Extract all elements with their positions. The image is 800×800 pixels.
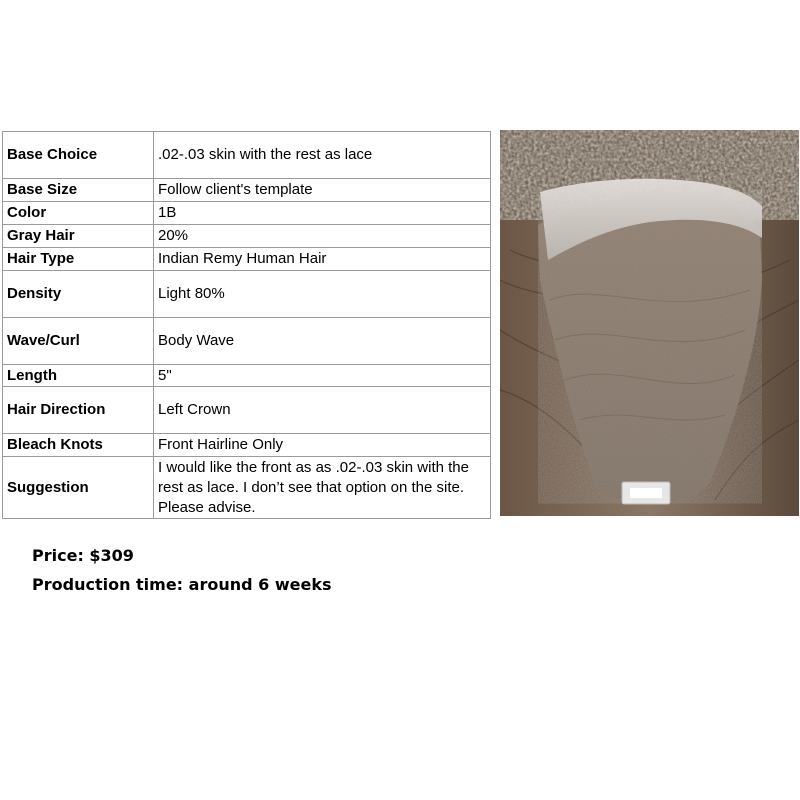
production-time-text: Production time: around 6 weeks [32, 575, 332, 594]
row-value: I would like the front as as .02-.03 skin with the rest as lace. I don’t see that option on the site. Please advise. [154, 457, 491, 519]
price-text: Price: $309 [32, 546, 134, 565]
table-row [3, 387, 491, 434]
row-label: Base Choice [3, 132, 154, 179]
row-value: 1B [154, 202, 491, 225]
table-row [3, 271, 491, 318]
table-row [3, 132, 491, 179]
row-label: Color [3, 202, 154, 225]
row-label: Hair Direction [3, 387, 154, 434]
hair-system-image [500, 130, 799, 516]
row-value: 5" [154, 365, 491, 387]
row-label: Density [3, 271, 154, 318]
table-row [3, 225, 491, 248]
row-value: Light 80% [154, 271, 491, 318]
table-row [3, 365, 491, 387]
table-row [3, 434, 491, 457]
specification-table [2, 131, 491, 519]
size-tag-sticker [630, 488, 662, 498]
table-row [3, 457, 491, 519]
table-row [3, 179, 491, 202]
row-label: Length [3, 365, 154, 387]
row-label: Hair Type [3, 248, 154, 271]
table-row [3, 202, 491, 225]
row-label: Wave/Curl [3, 318, 154, 365]
row-label: Base Size [3, 179, 154, 202]
row-value: 20% [154, 225, 491, 248]
row-label: Bleach Knots [3, 434, 154, 457]
row-value: Follow client's template [154, 179, 491, 202]
table-row [3, 318, 491, 365]
table-row [3, 248, 491, 271]
row-value: .02-.03 skin with the rest as lace [154, 132, 491, 179]
row-value: Body Wave [154, 318, 491, 365]
row-value: Indian Remy Human Hair [154, 248, 491, 271]
row-label: Suggestion [3, 457, 154, 519]
price-summary [32, 541, 331, 599]
row-value: Front Hairline Only [154, 434, 491, 457]
product-photo [500, 130, 799, 516]
row-label: Gray Hair [3, 225, 154, 248]
row-value: Left Crown [154, 387, 491, 434]
